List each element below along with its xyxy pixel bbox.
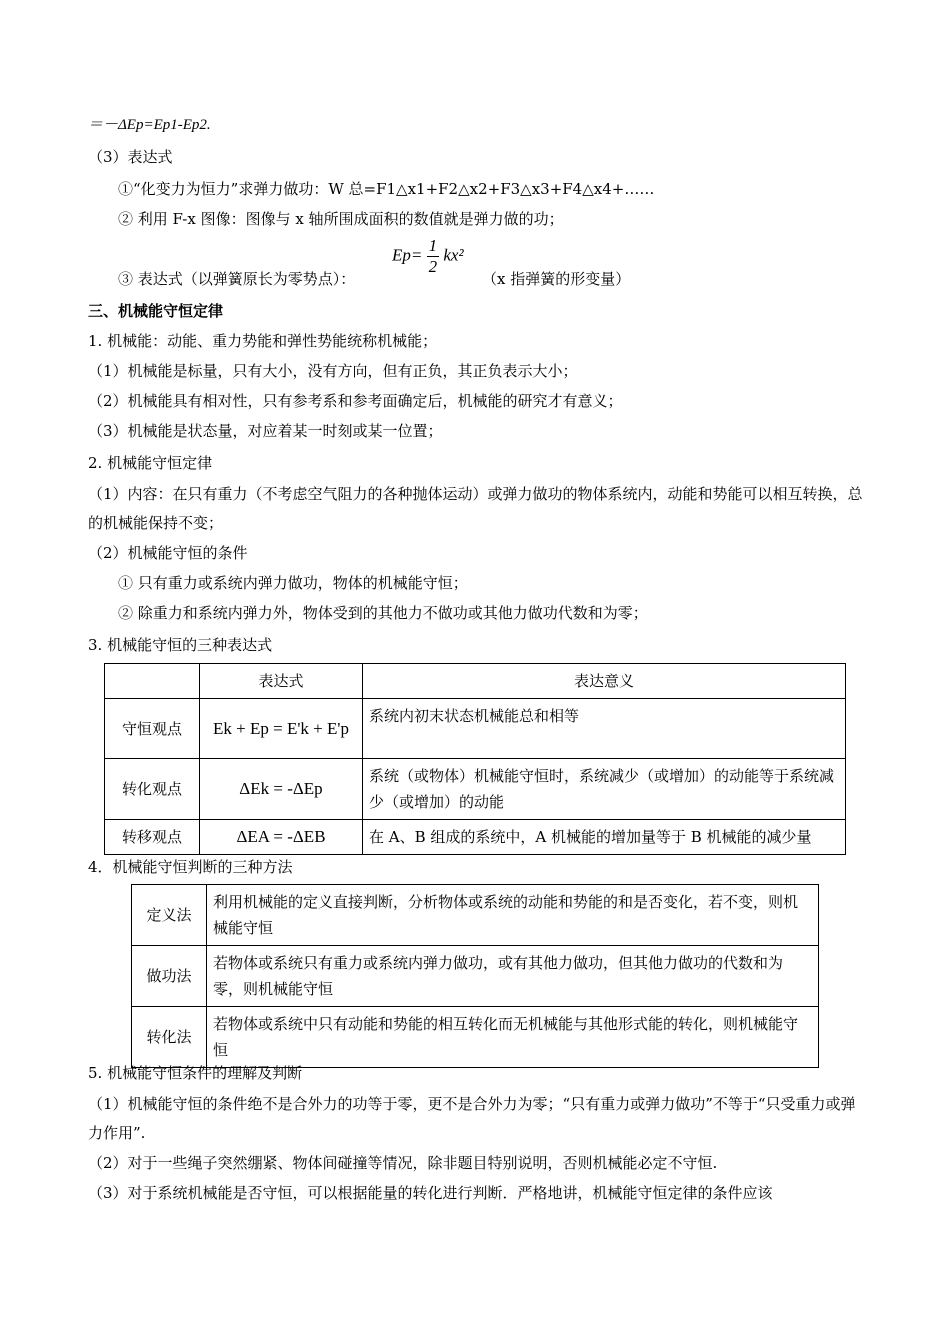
text-paragraph: （1）内容：在只有重力（不考虑空气阻力的各种抛体运动）或弹力做功的物体系统内，动能和势能可以相互转换，总的机械能保持不变； <box>88 485 863 532</box>
row-label: 转化法 <box>132 1007 207 1068</box>
text-line: ② 利用 F-x 图像：图像与 x 轴所围成面积的数值就是弹力做的功； <box>118 210 564 228</box>
formula-lhs: Ep= <box>392 245 423 265</box>
table-header-cell <box>105 664 200 699</box>
text-line: （1）机械能是标量，只有大小，没有方向，但有正负，其正负表示大小； <box>88 362 578 380</box>
fraction-numerator: 1 <box>428 236 438 255</box>
text-line: ③ 表达式（以弹簧原长为零势点）： <box>118 270 356 288</box>
row-label: 守恒观点 <box>105 699 200 759</box>
table-row <box>105 820 846 855</box>
row-meaning: 在 A、B 组成的系统中，A 机械能的增加量等于 B 机械能的减少量 <box>363 820 846 855</box>
row-label: 转移观点 <box>105 820 200 855</box>
table-row <box>105 699 846 759</box>
text-line: （2）对于一些绳子突然绷紧、物体间碰撞等情况，除非题目特别说明，否则机械能必定不守恒. <box>88 1154 718 1172</box>
row-formula: ΔEk = -ΔEp <box>200 759 363 820</box>
text-line: 3. 机械能守恒的三种表达式 <box>88 636 273 654</box>
text-line: ② 除重力和系统内弹力外，物体受到的其他力不做功或其他力做功代数和为零； <box>118 604 648 622</box>
table-header-row <box>105 664 846 699</box>
row-desc: 若物体或系统中只有动能和势能的相互转化而无机械能与其他形式能的转化，则机械能守恒 <box>207 1007 819 1068</box>
section-heading: 三、机械能守恒定律 <box>88 302 224 320</box>
table-row <box>105 759 846 820</box>
fraction <box>427 236 440 277</box>
table-row <box>132 946 819 1007</box>
row-meaning: 系统内初末状态机械能总和相等 <box>363 699 846 759</box>
text-line: 5. 机械能守恒条件的理解及判断 <box>88 1064 303 1082</box>
text-line: （3）对于系统机械能是否守恒，可以根据能量的转化进行判断．严格地讲，机械能守恒定律的条件应该 <box>88 1184 773 1202</box>
table-header-cell: 表达意义 <box>363 664 846 699</box>
row-meaning: 系统（或物体）机械能守恒时，系统减少（或增加）的动能等于系统减少（或增加）的动能 <box>363 759 846 820</box>
text-line: 4．机械能守恒判断的三种方法 <box>88 858 293 876</box>
text-line: 2. 机械能守恒定律 <box>88 454 213 472</box>
formula-rhs: kx² <box>443 245 464 265</box>
table-row <box>132 885 819 946</box>
table-row <box>132 1007 819 1068</box>
text-line: ① 只有重力或系统内弹力做功，物体的机械能守恒； <box>118 574 468 592</box>
elastic-formula <box>392 236 464 277</box>
text-line: ＝－ΔEp=Ep1-Ep2. <box>88 117 211 133</box>
text-line: （x 指弹簧的形变量） <box>482 270 631 288</box>
text-line: （2）机械能守恒的条件 <box>88 544 248 562</box>
table-header-cell: 表达式 <box>200 664 363 699</box>
expressions-table <box>104 663 846 855</box>
methods-table <box>131 884 819 1068</box>
row-label: 转化观点 <box>105 759 200 820</box>
text-line: 1. 机械能：动能、重力势能和弹性势能统称机械能； <box>88 332 438 350</box>
fraction-denominator: 2 <box>428 257 438 276</box>
row-desc: 若物体或系统只有重力或系统内弹力做功，或有其他力做功，但其他力做功的代数和为零，则机械能守恒 <box>207 946 819 1007</box>
text-line: （2）机械能具有相对性，只有参考系和参考面确定后，机械能的研究才有意义； <box>88 392 623 410</box>
row-label: 做功法 <box>132 946 207 1007</box>
row-formula: Ek + Ep = E'k + E'p <box>200 699 363 759</box>
text-line: （3）表达式 <box>88 148 173 166</box>
row-label: 定义法 <box>132 885 207 946</box>
text-line: ①“化变力为恒力”求弹力做功：W 总=F1△x1+F2△x2+F3△x3+F4△x4+…… <box>118 180 655 198</box>
row-desc: 利用机械能的定义直接判断，分析物体或系统的动能和势能的和是否变化，若不变，则机械能守恒 <box>207 885 819 946</box>
text-paragraph: （1）机械能守恒的条件绝不是合外力的功等于零，更不是合外力为零；“只有重力或弹力做功”不等于“只受重力或弹力作用”. <box>88 1095 856 1142</box>
text-line: （3）机械能是状态量，对应着某一时刻或某一位置； <box>88 422 443 440</box>
row-formula: ΔEA = -ΔEB <box>200 820 363 855</box>
